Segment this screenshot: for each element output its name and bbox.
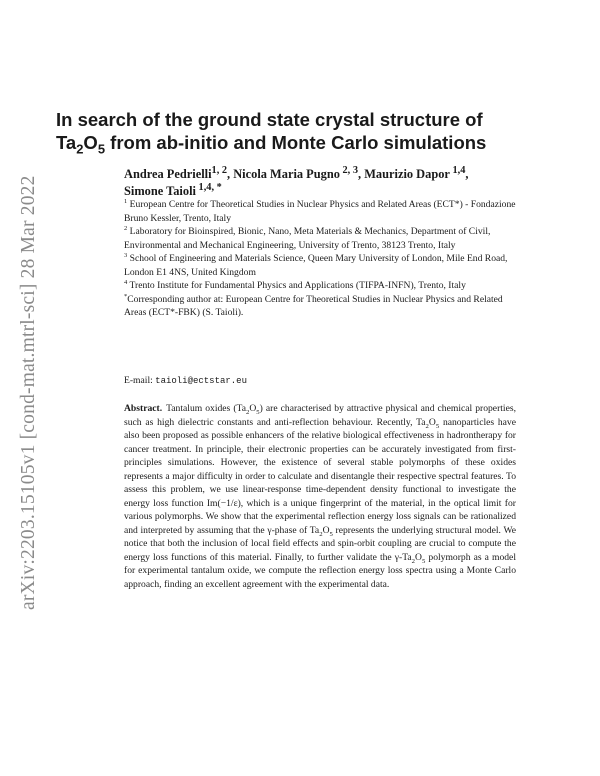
arxiv-stamp-text: arXiv:2203.15105v1 [cond-mat.mtrl-sci] 28 Mar 2022 — [18, 175, 39, 610]
title-formula: $Ta_2O_5$ — [56, 132, 106, 157]
paper-title — [56, 108, 556, 157]
author: Maurizio Dapor $^{1,4}$, — [364, 164, 469, 181]
title-line-1: In search of the ground state crystal structure of — [56, 109, 483, 130]
email-line — [124, 375, 247, 386]
author: Nicola Maria Pugno $^{2, 3}$, — [233, 164, 365, 181]
corresponding-author-note: *Corresponding author at: European Centre for Theoretical Studies in Nuclear Physics and Related Areas (ECT*-FBK) (S. Taioli). — [124, 292, 503, 318]
abstract-body: Tantalum oxides $(Ta_2O_5)$ are characterised by attractive physical and chemical properties, such as high dielectric constants and anti-reflection behaviour. Recently, $Ta_2O_5$ nanoparticles have also been proposed as possible enhancers of the relative biological effectiveness in hadrontherapy for cancer treatment. In principle, their electronic properties can be accurately investigated from first-principles simulations. However, the existence of several stable polymorphs of these oxides represents a major difficulty in order to calculate and disentangle their respective spectral features. To assess this problem, we use linear-response time-dependent density functional to investigate the energy loss function Im(−1/ε), which is a unique fingerprint of the material, in the optical limit for various polymorphs. We show that the experimental reflection energy loss signals can be rationalized and interpreted by assuming that the γ-phase of $Ta_2O_5$ represents the underlying structural model. We notice that both the inclusion of local field effects and spin-orbit coupling are crucial to compute the energy loss functions of this material. Finally, to further validate the $\gamma-Ta_2O_5$ polymorph as a model for experimental tantalum oxide, we compute the reflection energy loss spectra using a Monte Carlo approach, finding an excellent agreement with the experimental data. — [124, 403, 516, 590]
affiliation: $^2$ Laboratory for Bioinspired, Bionic, Nano, Meta Materials & Mechanics, Department of Civil, Environmental and Mechanical Engineering, University of Trento, 38123 Trento, Italy — [124, 224, 491, 251]
affiliations — [124, 198, 516, 320]
abstract-label: Abstract. — [124, 403, 163, 414]
affiliation: $^4$ Trento Institute for Fundamental Physics and Applications (TIFPA-INFN), Trento, Italy — [124, 278, 466, 291]
author: Andrea Pedrielli$^{1, 2}$, — [124, 164, 234, 181]
abstract — [124, 402, 516, 591]
email-address[interactable]: taioli@ectstar.eu — [155, 376, 247, 386]
title-line-2: from ab-initio and Monte Carlo simulations — [105, 132, 487, 153]
email-label: E-mail: — [124, 375, 156, 386]
affiliation: $^1$ European Centre for Theoretical Studies in Nuclear Physics and Related Areas (ECT*) - Fondazione Bruno Kessler, Trento, Italy — [124, 197, 516, 224]
affiliation: $^3$ School of Engineering and Materials Science, Queen Mary University of London, Mile End Road, London E1 4NS, United Kingdom — [124, 251, 508, 278]
author-list — [124, 166, 524, 200]
author: Simone Taioli $^{1,4, *}$ — [124, 181, 222, 198]
